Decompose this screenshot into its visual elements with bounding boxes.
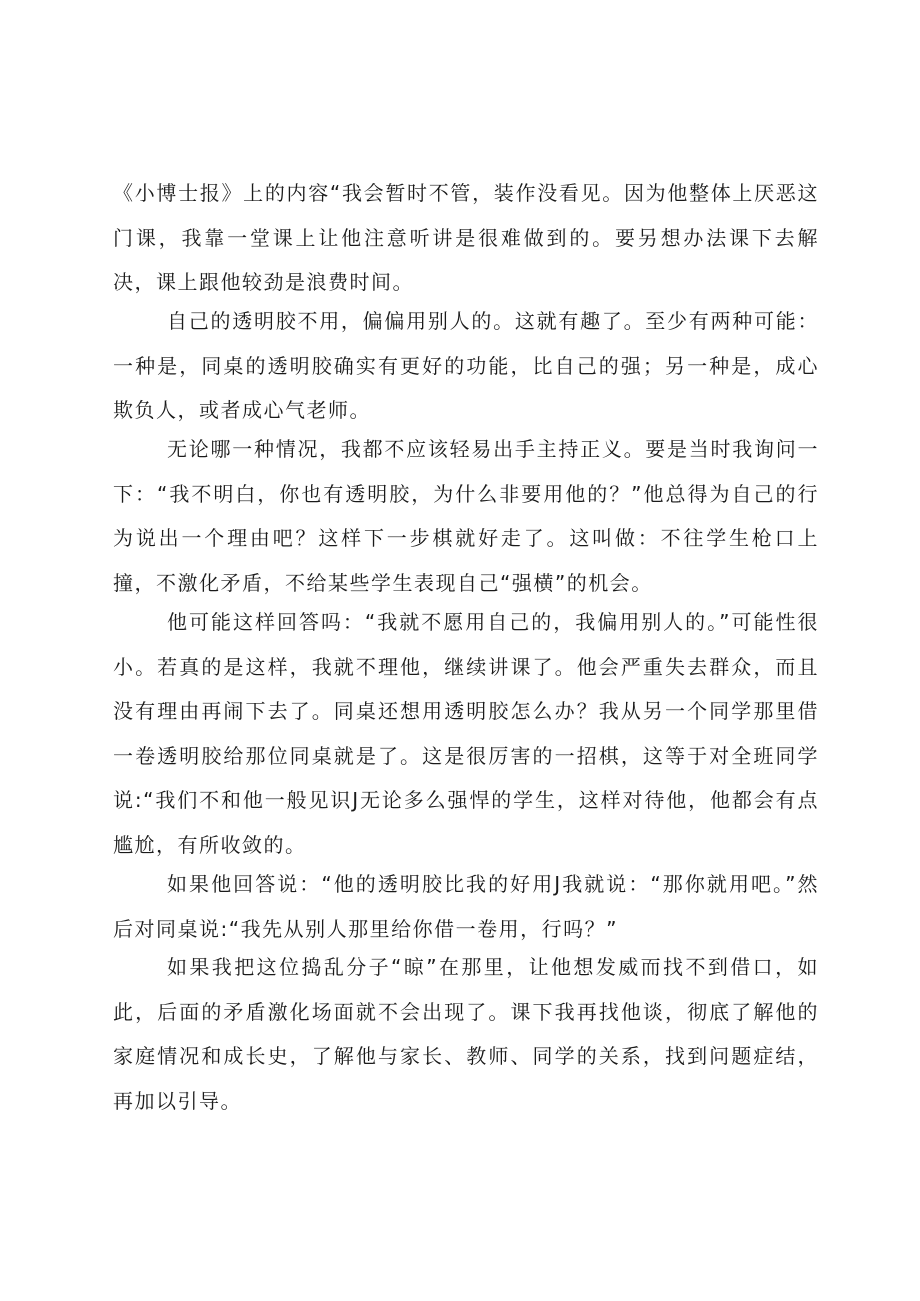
paragraph-3: 无论哪一种情况，我都不应该轻易出手主持正义。要是当时我询问一下：“我不明白，你也有透明胶，为什么非要用他的？”他总得为自己的行为说出一个理由吧？这样下一步棋就好走了。这叫做：不往学生枪口上撞，不激化矛盾，不给某些学生表现自己“强横”的机会。 [113, 437, 819, 595]
paragraph-4: 他可能这样回答吗：“我就不愿用自己的，我偏用别人的。”可能性很小。若真的是这样，我就不理他，继续讲课了。他会严重失去群众，而且没有理由再闹下去了。同桌还想用透明胶怎么办？我从另一个同学那里借一卷透明胶给那位同桌就是了。这是很厉害的一招棋，这等于对全班同学说:“我们不和他一般见识J无论多么强悍的学生，这样对待他，他都会有点尴尬，有所收敛的。 [113, 610, 819, 857]
paragraph-6: 如果我把这位捣乱分子“晾”在那里，让他想发威而找不到借口，如此，后面的矛盾激化场面就不会出现了。课下我再找他谈，彻底了解他的家庭情况和成长史，了解他与家长、教师、同学的关系，找到问题症结，再加以引导。 [113, 955, 819, 1113]
paragraph-2: 自己的透明胶不用，偏偏用别人的。这就有趣了。至少有两种可能：一种是，同桌的透明胶确实有更好的功能，比自己的强；另一种是，成心欺负人，或者成心气老师。 [113, 309, 819, 422]
paragraph-1: 《小博士报》上的内容“我会暂时不管，装作没看见。因为他整体上厌恶这门课，我靠一堂课上让他注意听讲是很难做到的。要另想办法课下去解决，课上跟他较劲是浪费时间。 [113, 181, 819, 294]
paragraph-5: 如果他回答说：“他的透明胶比我的好用J我就说：“那你就用吧。”然后对同桌说:“我先从别人那里给你借一卷用，行吗？” [113, 872, 819, 941]
